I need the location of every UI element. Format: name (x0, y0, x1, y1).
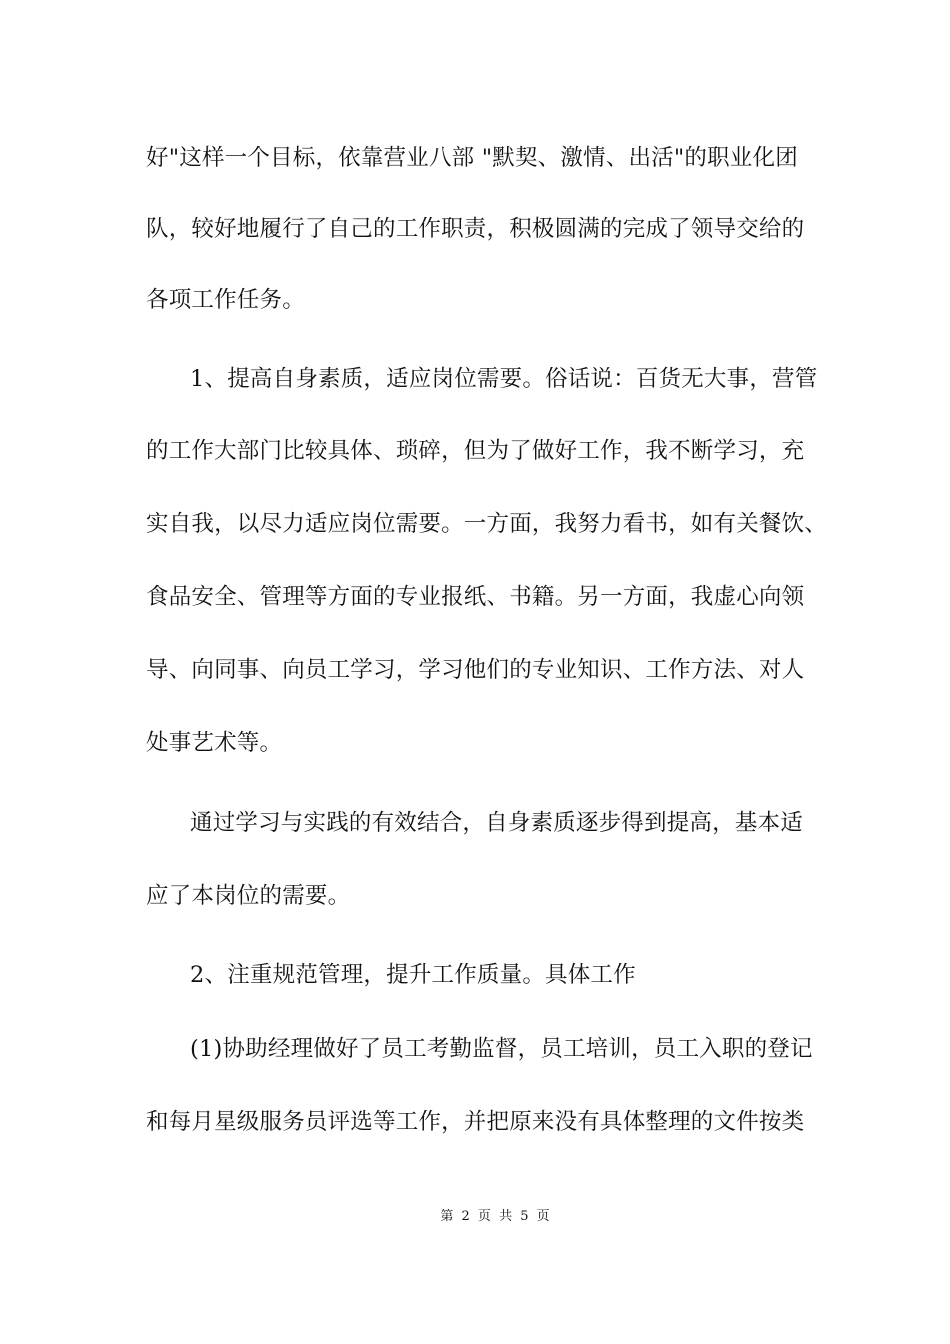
footer-label-prefix: 第 (440, 1209, 454, 1224)
body-text-line: 食品安全、管理等方面的专业报纸、书籍。另一方面，我虚心向领 (146, 584, 805, 610)
body-text-line: 应了本岗位的需要。 (146, 883, 351, 909)
body-text-line: 的工作大部门比较具体、琐碎，但为了做好工作，我不断学习，充 (146, 438, 805, 464)
body-text-line: 导、向同事、向员工学习，学习他们的专业知识、工作方法、对人 (146, 657, 805, 683)
footer-label-page-end: 页 (536, 1209, 550, 1224)
footer-current-page: 2 (461, 1209, 470, 1224)
body-text-line: 队，较好地履行了自己的工作职责，积极圆满的完成了领导交给的 (146, 216, 805, 242)
footer-total-pages: 5 (520, 1209, 529, 1224)
footer-label-total: 共 (499, 1209, 513, 1224)
body-text-line: 各项工作任务。 (146, 287, 305, 313)
body-text-line: 处事艺术等。 (146, 730, 283, 756)
paragraph-heading-1: 1、提高自身素质，适应岗位需要。俗话说：百货无大事，营管 (190, 366, 818, 392)
paragraph-heading-2: 2、注重规范管理，提升工作质量。具体工作 (190, 962, 636, 988)
list-item-text: (1)协助经理做好了员工考勤监督，员工培训，员工入职的登记 (190, 1036, 813, 1062)
footer-label-page: 页 (477, 1209, 491, 1224)
body-text-line: 通过学习与实践的有效结合，自身素质逐步得到提高，基本适 (190, 810, 803, 836)
page-number-footer (0, 1208, 950, 1226)
body-text-line: 和每月星级服务员评选等工作，并把原来没有具体整理的文件按类 (146, 1109, 805, 1135)
body-text-line: 实自我，以尽力适应岗位需要。一方面，我努力看书，如有关餐饮、 (146, 511, 828, 537)
body-text-line: 好"这样一个目标，依靠营业八部 "默契、激情、出活"的职业化团 (146, 145, 798, 171)
